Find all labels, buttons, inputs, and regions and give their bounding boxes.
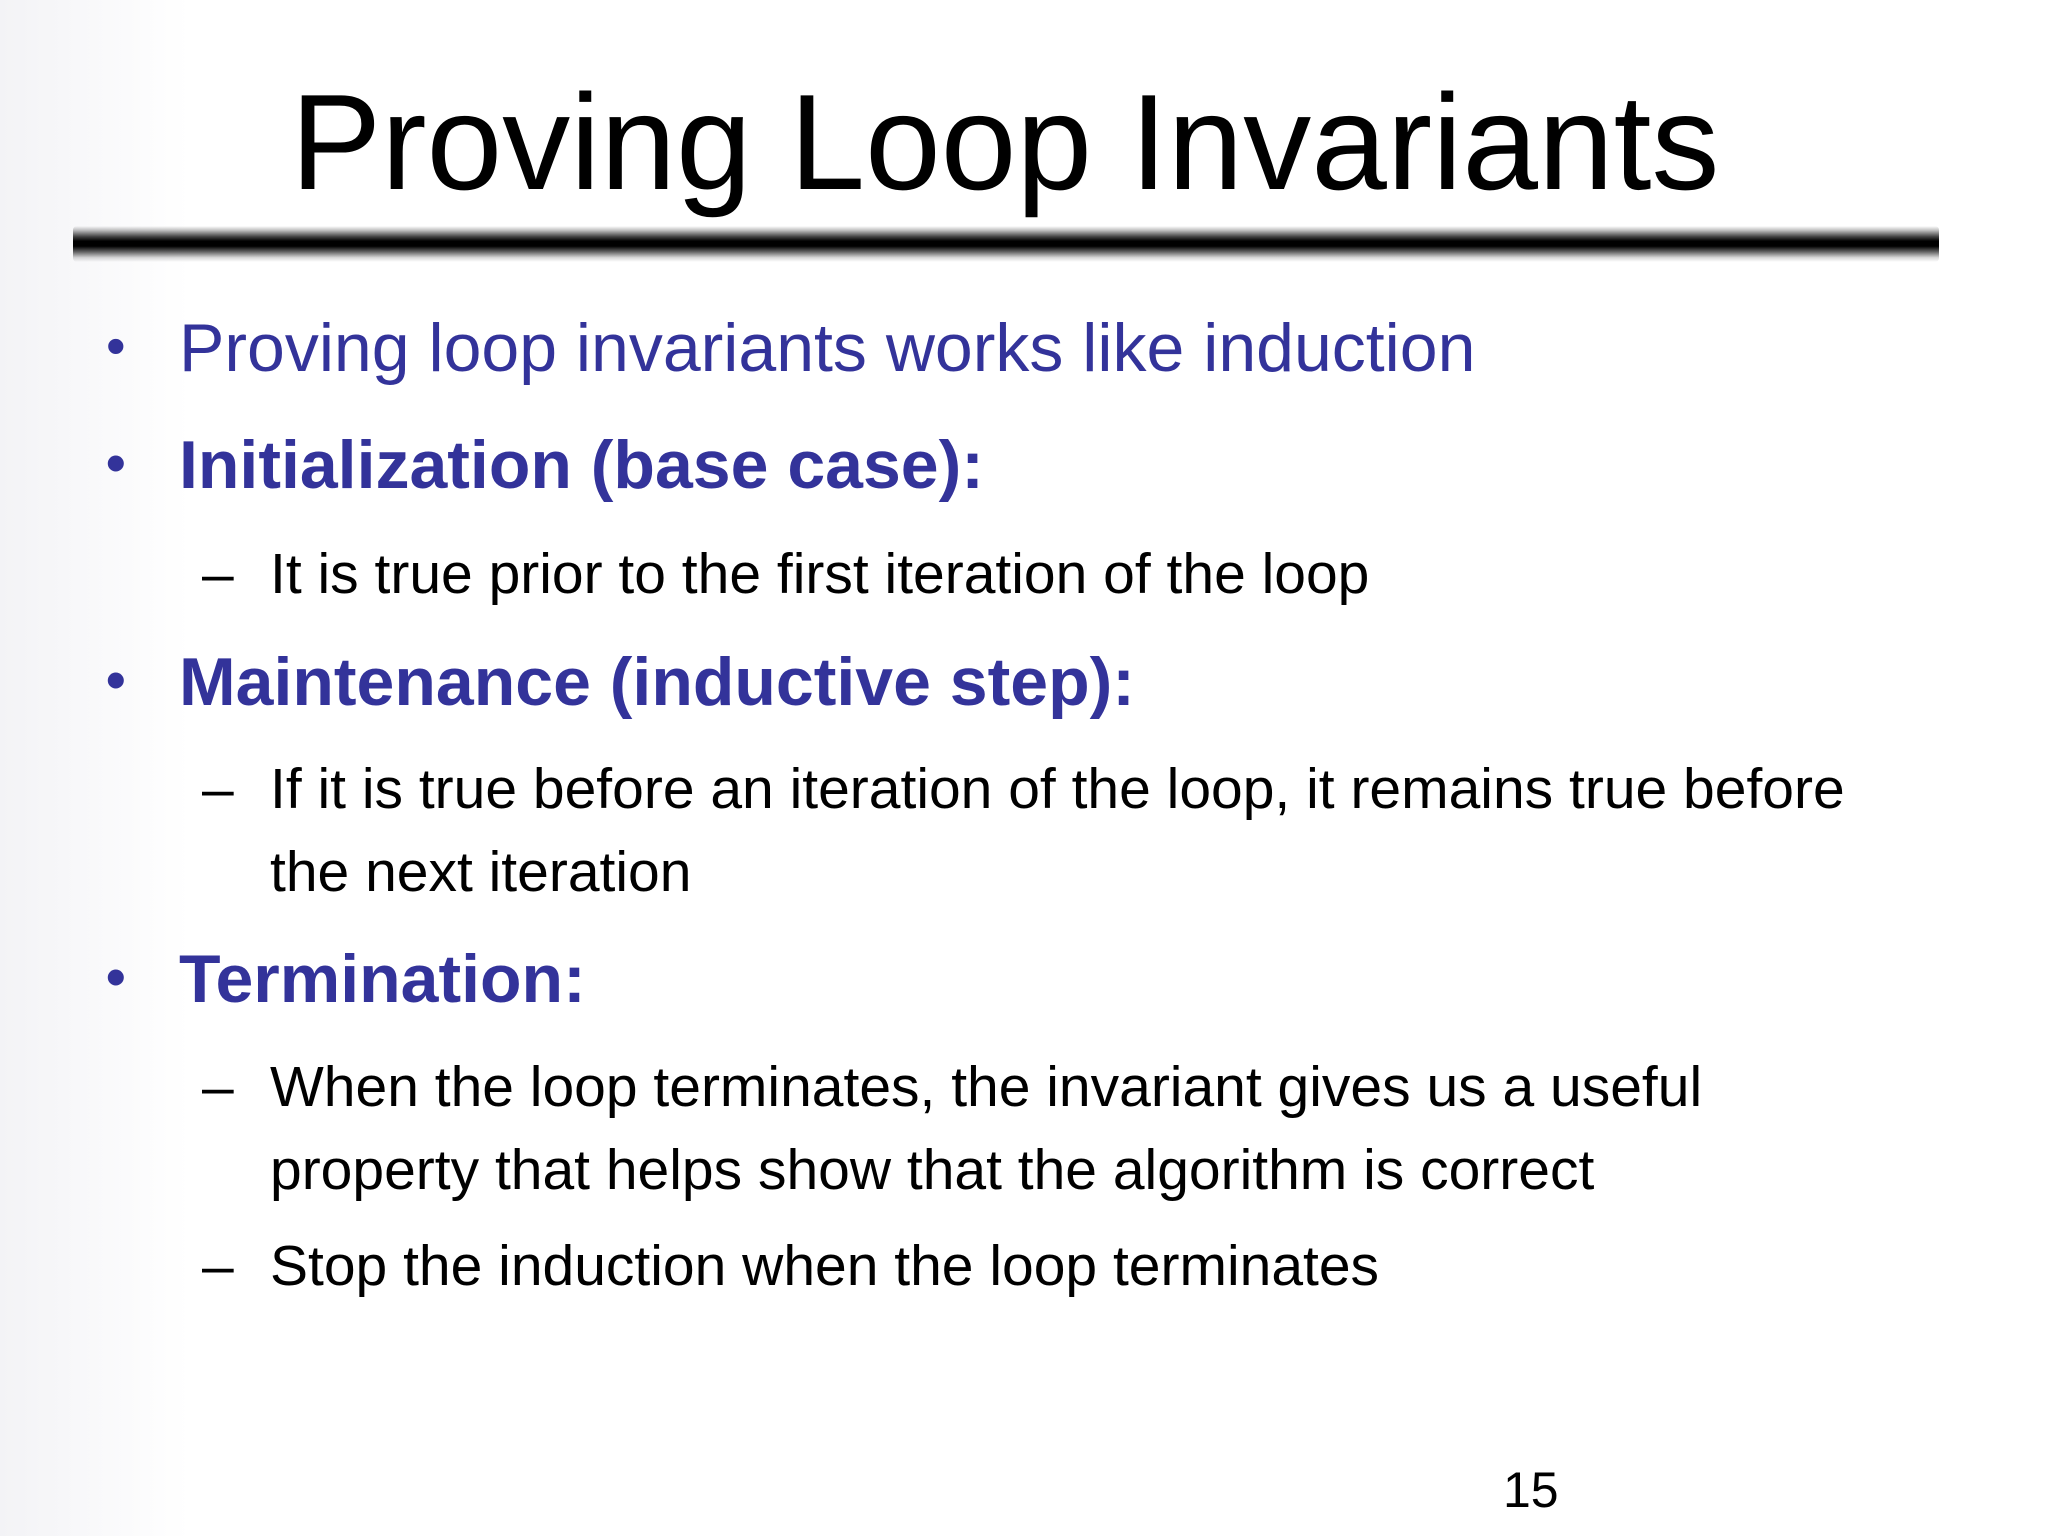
sub-bullet-item [202,748,1845,914]
sub-bullet-marker: – [202,1055,234,1119]
bullet-marker: • [106,945,126,1008]
sub-bullet-line: When the loop terminates, the invariant gives us a useful [270,1055,1703,1119]
sub-bullet-item [202,533,1370,616]
page-number: 15 [1503,1462,1559,1518]
sub-bullet-line: the next iteration [270,840,692,904]
bullet-marker: • [106,314,126,377]
sub-bullet-line: It is true prior to the first iteration of the loop [270,542,1370,606]
sub-bullet-item [202,1046,1703,1212]
sub-bullet-line: If it is true before an iteration of the loop, it remains true before [270,757,1845,821]
bullet-item [106,939,586,1019]
bullet-item [106,308,1476,388]
sub-bullet-marker: – [202,757,234,821]
bullet-marker: • [106,431,126,494]
title-divider [73,226,1939,262]
sub-bullet-marker: – [202,1234,234,1298]
bullet-marker: • [106,648,126,711]
slide-title: Proving Loop Invariants [290,66,1720,218]
bullet-text: Maintenance (inductive step): [179,644,1135,720]
bullet-text: Initialization (base case): [179,427,984,503]
bullet-item [106,642,1135,722]
sub-bullet-line: Stop the induction when the loop terminates [270,1234,1380,1298]
sub-bullet-line: property that helps show that the algorithm is correct [270,1138,1595,1202]
sub-bullet-marker: – [202,542,234,606]
bullet-text: Proving loop invariants works like induction [179,310,1476,386]
bullet-item [106,425,984,505]
sub-bullet-item [202,1225,1380,1308]
bullet-text: Termination: [179,941,586,1017]
